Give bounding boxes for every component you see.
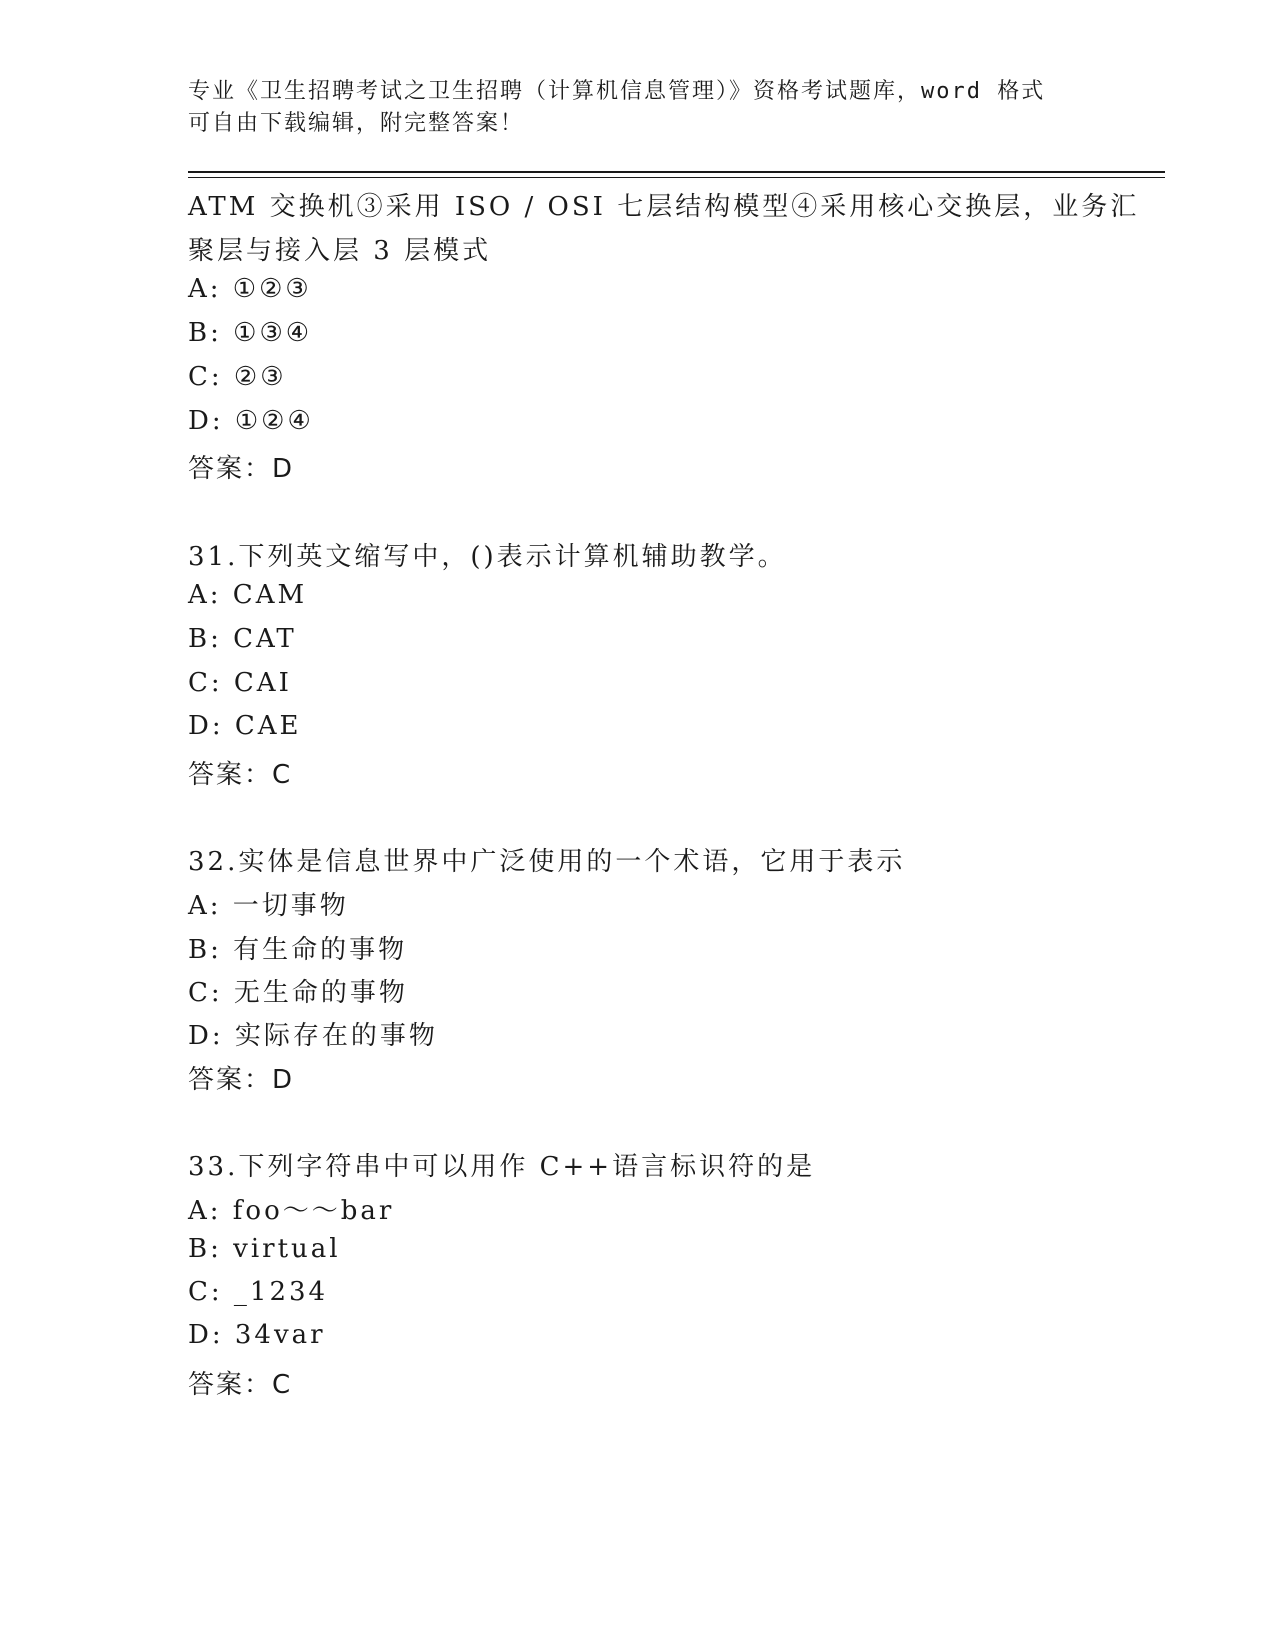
question-31-option-d: D: CAE [188,711,302,741]
question-32-answer: 答案：D [188,1065,295,1095]
question-31-option-b: B: CAT [188,624,297,654]
question-31-option-c: C: CAI [188,668,292,698]
question-31-option-a: A: CAM [188,580,308,610]
header-title-line-1: 专业《卫生招聘考试之卫生招聘（计算机信息管理）》资格考试题库，word 格式 [188,79,1046,104]
question-30-text-line-2: 聚层与接入层 3 层模式 [188,236,492,266]
question-30-answer: 答案：D [188,454,295,484]
question-33-option-c: C: _1234 [188,1277,329,1307]
question-33-option-a: A: foo～～bar [188,1196,395,1226]
header-divider-thin [188,177,1165,178]
question-32-text: 32.实体是信息世界中广泛使用的一个术语，它用于表示 [188,847,906,877]
question-32-option-b: B: 有生命的事物 [188,935,408,965]
question-31-answer: 答案：C [188,760,293,790]
question-30-option-b: B: ①③④ [188,318,313,348]
header-title-line-2: 可自由下载编辑，附完整答案！ [188,111,525,136]
question-33-option-d: D: 34var [188,1320,326,1350]
question-32-option-a: A: 一切事物 [188,891,349,921]
question-30-option-d: D: ①②④ [188,406,314,436]
question-30-option-a: A: ①②③ [188,274,312,304]
question-30-option-c: C: ②③ [188,362,287,392]
question-31-text: 31.下列英文缩写中，()表示计算机辅助教学。 [188,542,787,572]
question-30-text-line-1: ATM 交换机③采用 ISO / OSI 七层结构模型④采用核心交换层，业务汇 [188,192,1140,222]
question-32-option-c: C: 无生命的事物 [188,978,408,1008]
question-32-option-d: D: 实际存在的事物 [188,1021,438,1051]
header-divider-thick [188,171,1165,173]
question-33-answer: 答案：C [188,1370,293,1400]
question-33-text: 33.下列字符串中可以用作 C++语言标识符的是 [188,1152,816,1182]
question-33-option-b: B: virtual [188,1234,341,1264]
